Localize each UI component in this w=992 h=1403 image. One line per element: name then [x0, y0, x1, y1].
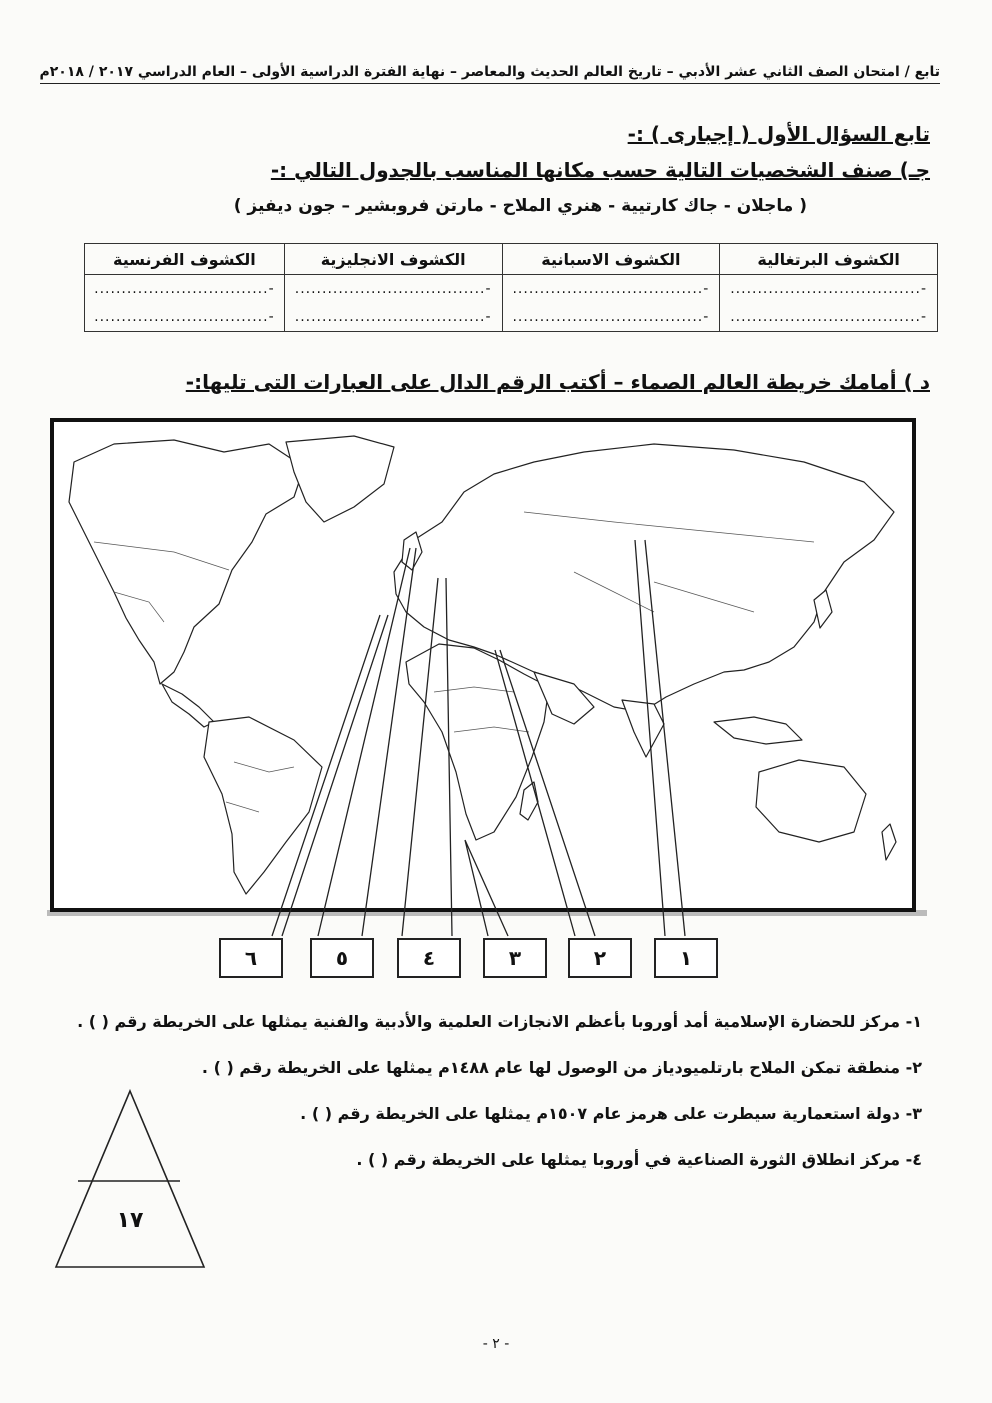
answer-blank[interactable]: -................................... — [720, 303, 938, 332]
map-label-box-5: ٥ — [310, 938, 374, 978]
answer-blank[interactable]: -................................... — [502, 303, 720, 332]
page-number: - ٢ - — [482, 1336, 510, 1352]
world-map — [50, 418, 916, 912]
answer-blank[interactable]: -................................... — [284, 275, 502, 304]
column-portuguese: الكشوف البرتغالية — [720, 244, 938, 275]
new-zealand-islands — [882, 824, 896, 860]
map-label-box-3: ٣ — [483, 938, 547, 978]
column-english: الكشوف الانجليزية — [284, 244, 502, 275]
central-america-landmass — [162, 684, 214, 727]
indian-subcontinent — [622, 700, 664, 757]
score-triangle — [52, 1085, 212, 1275]
madagascar-island — [520, 782, 538, 820]
map-label-box-6: ٦ — [219, 938, 283, 978]
question-title: تابع السؤال الأول ( إجبارى ) :- — [627, 122, 930, 146]
world-map-outline — [54, 422, 912, 908]
answer-blank[interactable]: -................................... — [720, 275, 938, 304]
answer-blank[interactable]: -................................... — [502, 275, 720, 304]
discoveries-table — [84, 243, 938, 332]
column-french: الكشوف الفرنسية — [85, 244, 285, 275]
indonesia-islands — [714, 717, 802, 744]
answer-blank[interactable]: -................................... — [284, 303, 502, 332]
statement-1: ١- مركز للحضارة الإسلامية أمد أوروبا بأعظم الانجازات العلمية والأدبية والفنية يمثلها على الخريطة رقم ( ) . — [77, 1012, 922, 1031]
answer-blank[interactable]: -................................ — [85, 303, 285, 332]
map-label-box-2: ٢ — [568, 938, 632, 978]
map-label-box-1: ١ — [654, 938, 718, 978]
score-value: ١٧ — [116, 1208, 144, 1233]
statement-2: ٢- منطقة تمكن الملاح بارتلميودياز من الوصول لها عام ١٤٨٨م يمثلها على الخريطة رقم ( ) . — [201, 1058, 922, 1077]
answer-blank[interactable]: -................................ — [85, 275, 285, 304]
map-label-box-4: ٤ — [397, 938, 461, 978]
exam-header: تابع / امتحان الصف الثاني عشر الأدبي – تاريخ العالم الحديث والمعاصر – نهاية الفترة الدراسية الأولى – العام الدراسي ٢٠١٧ / ٢٠١٨م — [40, 64, 940, 84]
statement-4: ٤- مركز انطلاق الثورة الصناعية في أوروبا يمثلها على الخريطة رقم ( ) . — [356, 1150, 922, 1169]
south-america-landmass — [204, 717, 322, 894]
part-d-title: د ) أمامك خريطة العالم الصماء – أكتب الرقم الدال على العبارات التى تليها:- — [185, 370, 930, 394]
part-c-title: جـ) صنف الشخصيات التالية حسب مكانها المناسب بالجدول التالي :- — [270, 158, 930, 182]
statement-3: ٣- دولة استعمارية سيطرت على هرمز عام ١٥٠٧م يمثلها على الخريطة رقم ( ) . — [300, 1104, 922, 1123]
column-spanish: الكشوف الاسبانية — [502, 244, 720, 275]
north-america-landmass — [69, 440, 304, 684]
australia-landmass — [756, 760, 866, 842]
greenland-landmass — [286, 436, 394, 522]
names-list: ( ماجلان - جاك كارتيية - هنري الملاح - مارتن فروبشير – جون ديفيز ) — [233, 196, 807, 216]
